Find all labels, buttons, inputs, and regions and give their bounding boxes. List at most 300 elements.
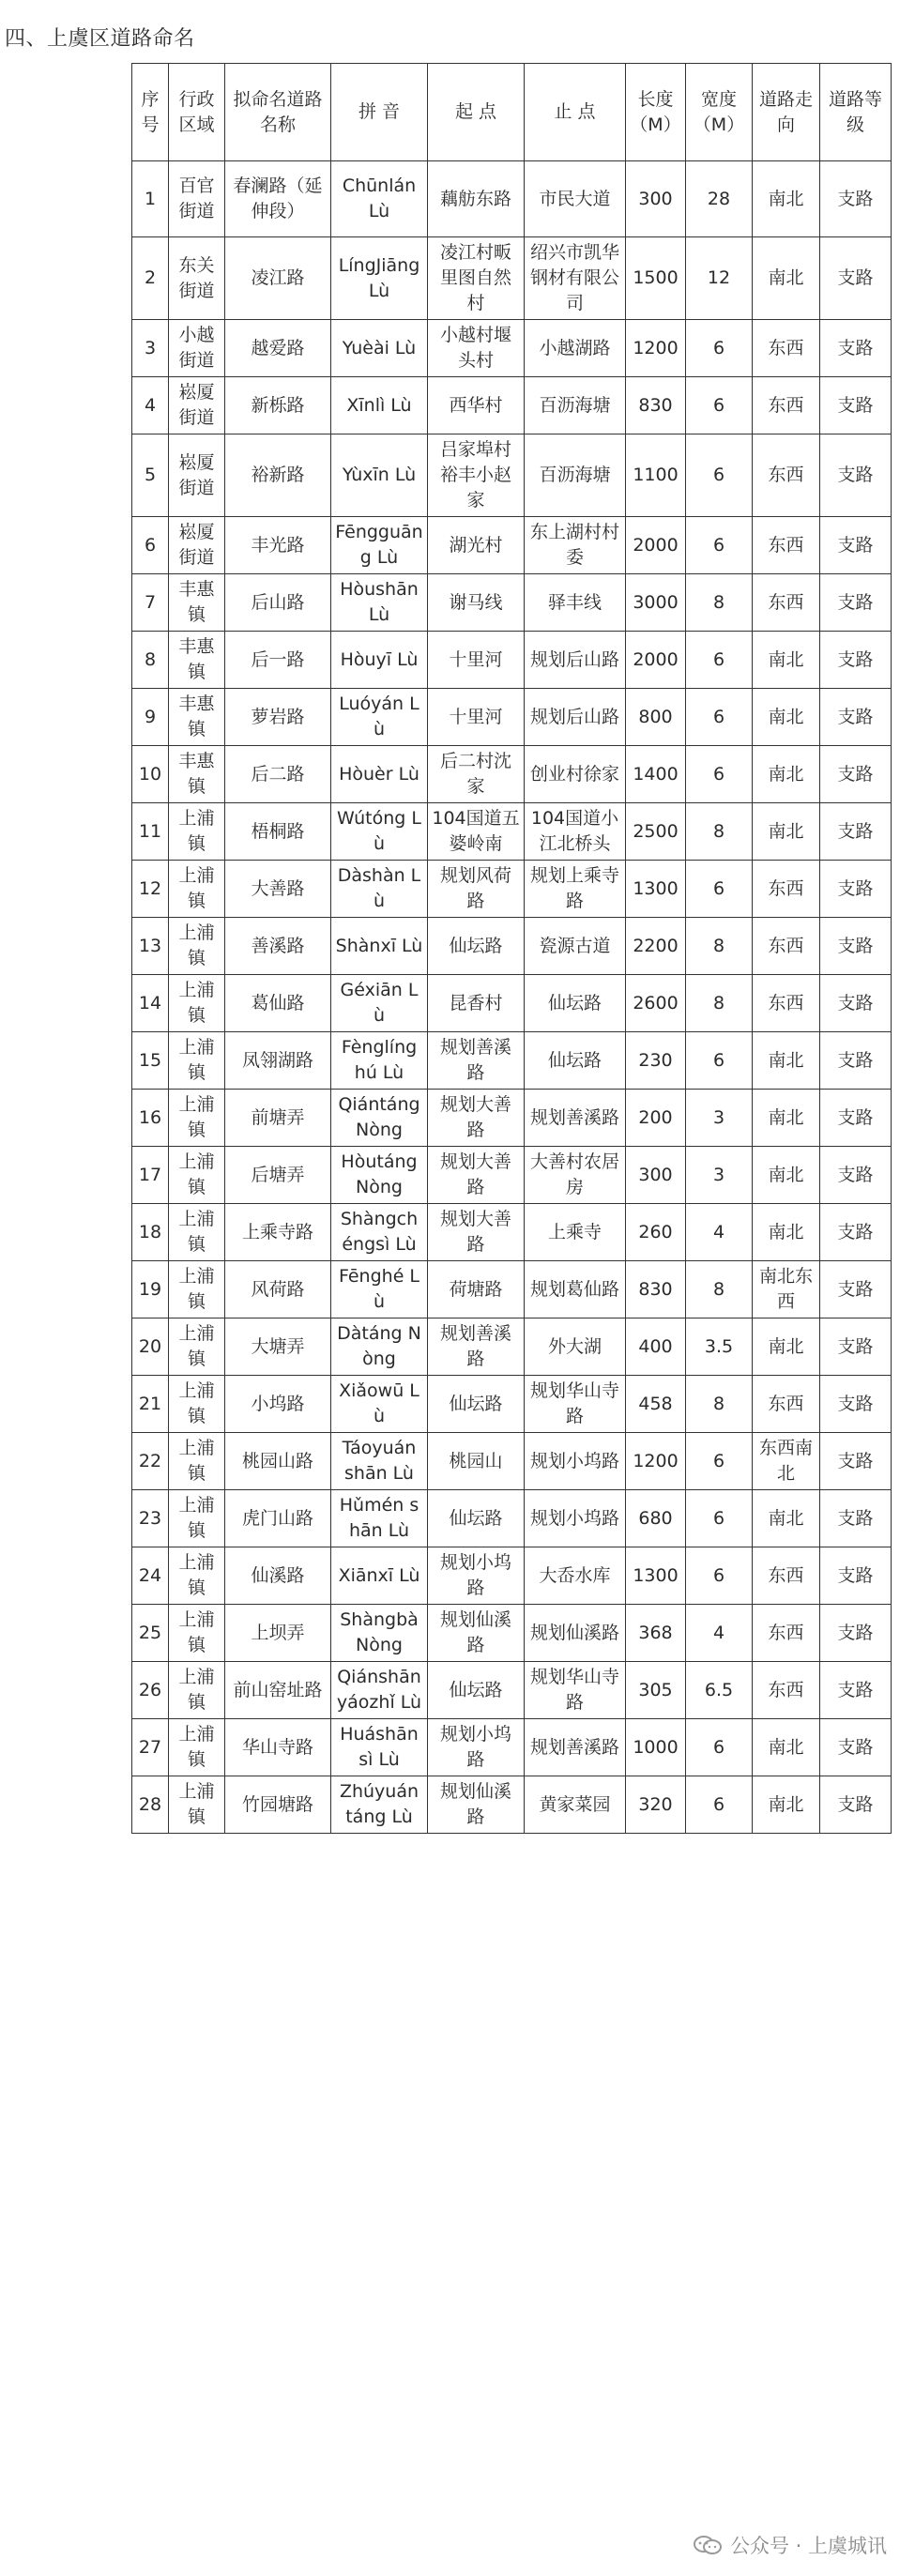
cell-start: 谢马线 [428,574,525,632]
cell-pinyin: Fènglíng hú Lù [331,1032,428,1090]
cell-start: 规划大善路 [428,1204,525,1261]
cell-index: 22 [132,1433,169,1490]
table-row [132,320,892,377]
cell-direction: 南北 [753,746,820,803]
cell-pinyin: Dàtáng Nòng [331,1318,428,1376]
table-header-row [132,64,892,161]
cell-district: 上浦镇 [169,1376,225,1433]
cell-index: 15 [132,1032,169,1090]
cell-start: 吕家埠村裕丰小赵家 [428,434,525,517]
cell-width: 6 [686,517,753,574]
cell-pinyin: Huáshān sì Lù [331,1719,428,1776]
cell-index: 13 [132,918,169,975]
cell-grade: 支路 [820,803,892,861]
cell-index: 7 [132,574,169,632]
cell-end: 大岙水库 [525,1547,626,1605]
cell-pinyin: Hòutáng Nòng [331,1147,428,1204]
cell-district: 崧厦街道 [169,434,225,517]
col-header-road-name: 拟命名道路名称 [225,64,331,161]
cell-width: 8 [686,1261,753,1318]
cell-road-name: 仙溪路 [225,1547,331,1605]
cell-index: 28 [132,1776,169,1834]
cell-length: 1300 [626,1547,686,1605]
road-naming-table [131,63,892,1834]
cell-pinyin: Xiǎowū Lù [331,1376,428,1433]
cell-end: 仙坛路 [525,1032,626,1090]
cell-pinyin: Dàshàn Lù [331,861,428,918]
cell-road-name: 新栎路 [225,377,331,434]
cell-district: 上浦镇 [169,1090,225,1147]
col-header-end: 止 点 [525,64,626,161]
cell-end: 规划华山寺路 [525,1662,626,1719]
cell-road-name: 后一路 [225,632,331,689]
cell-end: 黄家菜园 [525,1776,626,1834]
cell-district: 上浦镇 [169,918,225,975]
cell-index: 19 [132,1261,169,1318]
cell-length: 300 [626,1147,686,1204]
cell-pinyin: Táoyuán shān Lù [331,1433,428,1490]
cell-direction: 东西 [753,1547,820,1605]
cell-road-name: 华山寺路 [225,1719,331,1776]
cell-width: 8 [686,1376,753,1433]
cell-length: 2000 [626,517,686,574]
cell-district: 上浦镇 [169,861,225,918]
cell-direction: 南北 [753,1032,820,1090]
cell-length: 1300 [626,861,686,918]
cell-start: 十里河 [428,632,525,689]
cell-width: 8 [686,574,753,632]
cell-width: 28 [686,161,753,237]
cell-length: 680 [626,1490,686,1547]
cell-district: 上浦镇 [169,1490,225,1547]
cell-length: 300 [626,161,686,237]
cell-grade: 支路 [820,1490,892,1547]
cell-grade: 支路 [820,1318,892,1376]
cell-grade: 支路 [820,161,892,237]
cell-width: 6 [686,434,753,517]
cell-grade: 支路 [820,1776,892,1834]
cell-end: 规划善溪路 [525,1719,626,1776]
cell-district: 上浦镇 [169,1433,225,1490]
cell-direction: 南北 [753,803,820,861]
cell-district: 上浦镇 [169,1318,225,1376]
cell-direction: 东西 [753,1605,820,1662]
cell-width: 3.5 [686,1318,753,1376]
cell-direction: 东西 [753,574,820,632]
table-row [132,918,892,975]
cell-grade: 支路 [820,434,892,517]
cell-width: 6 [686,689,753,746]
cell-length: 305 [626,1662,686,1719]
table-row [132,975,892,1032]
cell-start: 规划大善路 [428,1147,525,1204]
cell-direction: 南北 [753,1204,820,1261]
cell-length: 260 [626,1204,686,1261]
cell-width: 6 [686,1433,753,1490]
cell-start: 规划仙溪路 [428,1605,525,1662]
cell-start: 仙坛路 [428,1490,525,1547]
cell-grade: 支路 [820,1605,892,1662]
cell-width: 6 [686,861,753,918]
table-row [132,1261,892,1318]
cell-end: 规划仙溪路 [525,1605,626,1662]
cell-district: 上浦镇 [169,1662,225,1719]
cell-length: 320 [626,1776,686,1834]
table-row [132,1776,892,1834]
cell-length: 1100 [626,434,686,517]
cell-index: 4 [132,377,169,434]
cell-length: 1500 [626,237,686,320]
cell-grade: 支路 [820,377,892,434]
cell-district: 丰惠镇 [169,746,225,803]
cell-pinyin: Fēngguāng Lù [331,517,428,574]
cell-pinyin: Zhúyuán táng Lù [331,1776,428,1834]
table-row [132,1490,892,1547]
cell-district: 上浦镇 [169,1719,225,1776]
cell-pinyin: Géxiān Lù [331,975,428,1032]
cell-width: 8 [686,918,753,975]
cell-grade: 支路 [820,975,892,1032]
cell-index: 18 [132,1204,169,1261]
cell-start: 规划小坞路 [428,1547,525,1605]
cell-grade: 支路 [820,1090,892,1147]
watermark [693,2531,887,2559]
cell-length: 400 [626,1318,686,1376]
col-header-index: 序号 [132,64,169,161]
cell-direction: 东西 [753,861,820,918]
cell-district: 上浦镇 [169,1605,225,1662]
cell-grade: 支路 [820,1032,892,1090]
cell-start: 规划风荷路 [428,861,525,918]
cell-grade: 支路 [820,1662,892,1719]
cell-start: 仙坛路 [428,1662,525,1719]
cell-index: 10 [132,746,169,803]
cell-direction: 东西 [753,517,820,574]
table-body [132,161,892,1834]
cell-direction: 东西 [753,1662,820,1719]
table-row [132,237,892,320]
cell-width: 3 [686,1090,753,1147]
cell-road-name: 大塘弄 [225,1318,331,1376]
cell-length: 2000 [626,632,686,689]
cell-index: 21 [132,1376,169,1433]
cell-index: 14 [132,975,169,1032]
cell-road-name: 小坞路 [225,1376,331,1433]
cell-start: 仙坛路 [428,1376,525,1433]
cell-road-name: 葛仙路 [225,975,331,1032]
cell-start: 仙坛路 [428,918,525,975]
cell-direction: 南北 [753,161,820,237]
cell-pinyin: LíngJiāng Lù [331,237,428,320]
cell-direction: 东西 [753,377,820,434]
watermark-text: 公众号 · 上虞城讯 [729,2535,887,2557]
cell-district: 丰惠镇 [169,574,225,632]
cell-direction: 南北 [753,689,820,746]
cell-index: 12 [132,861,169,918]
cell-length: 830 [626,1261,686,1318]
cell-end: 仙坛路 [525,975,626,1032]
cell-length: 2600 [626,975,686,1032]
cell-width: 6 [686,377,753,434]
cell-pinyin: Chūnlán Lù [331,161,428,237]
cell-index: 23 [132,1490,169,1547]
cell-start: 规划大善路 [428,1090,525,1147]
col-header-pinyin: 拼 音 [331,64,428,161]
table-row [132,803,892,861]
cell-direction: 东西南北 [753,1433,820,1490]
cell-district: 崧厦街道 [169,377,225,434]
cell-road-name: 虎门山路 [225,1490,331,1547]
table-row [132,1719,892,1776]
cell-district: 上浦镇 [169,1204,225,1261]
cell-district: 丰惠镇 [169,632,225,689]
table-row [132,632,892,689]
cell-width: 6 [686,1547,753,1605]
cell-pinyin: Hǔmén shān Lù [331,1490,428,1547]
cell-grade: 支路 [820,237,892,320]
cell-road-name: 善溪路 [225,918,331,975]
col-header-length: 长度（M） [626,64,686,161]
cell-direction: 南北 [753,1147,820,1204]
cell-length: 458 [626,1376,686,1433]
cell-road-name: 后二路 [225,746,331,803]
cell-length: 2500 [626,803,686,861]
cell-district: 上浦镇 [169,1032,225,1090]
cell-direction: 东西 [753,918,820,975]
cell-width: 6 [686,320,753,377]
cell-length: 230 [626,1032,686,1090]
cell-end: 外大湖 [525,1318,626,1376]
table-row [132,434,892,517]
cell-pinyin: Yuèài Lù [331,320,428,377]
table-row [132,161,892,237]
cell-end: 东上湖村村委 [525,517,626,574]
table-row [132,1662,892,1719]
col-header-start: 起 点 [428,64,525,161]
col-header-direction: 道路走向 [753,64,820,161]
cell-start: 规划善溪路 [428,1032,525,1090]
cell-grade: 支路 [820,746,892,803]
cell-grade: 支路 [820,1433,892,1490]
cell-length: 200 [626,1090,686,1147]
cell-end: 规划葛仙路 [525,1261,626,1318]
cell-end: 绍兴市凯华钢材有限公司 [525,237,626,320]
cell-direction: 南北 [753,1776,820,1834]
table-row [132,1547,892,1605]
cell-direction: 南北 [753,1490,820,1547]
cell-start: 104国道五婆岭南 [428,803,525,861]
table-row [132,1032,892,1090]
col-header-district: 行政区域 [169,64,225,161]
cell-road-name: 上坝弄 [225,1605,331,1662]
cell-district: 上浦镇 [169,1147,225,1204]
cell-road-name: 桃园山路 [225,1433,331,1490]
cell-pinyin: Hòushān Lù [331,574,428,632]
cell-grade: 支路 [820,1204,892,1261]
cell-start: 桃园山 [428,1433,525,1490]
cell-width: 8 [686,803,753,861]
cell-road-name: 后山路 [225,574,331,632]
cell-length: 1200 [626,1433,686,1490]
cell-width: 6 [686,632,753,689]
wechat-icon [693,2535,723,2555]
cell-district: 上浦镇 [169,803,225,861]
cell-start: 规划善溪路 [428,1318,525,1376]
cell-start: 小越村堰头村 [428,320,525,377]
cell-district: 崧厦街道 [169,517,225,574]
cell-road-name: 越爱路 [225,320,331,377]
cell-end: 瓷源古道 [525,918,626,975]
cell-road-name: 凌江路 [225,237,331,320]
table-row [132,861,892,918]
cell-direction: 南北 [753,237,820,320]
cell-grade: 支路 [820,861,892,918]
cell-index: 5 [132,434,169,517]
cell-width: 6 [686,746,753,803]
cell-district: 百官街道 [169,161,225,237]
cell-district: 东关街道 [169,237,225,320]
cell-district: 小越街道 [169,320,225,377]
cell-pinyin: Xīnlì Lù [331,377,428,434]
cell-index: 9 [132,689,169,746]
cell-pinyin: Hòuyī Lù [331,632,428,689]
cell-index: 11 [132,803,169,861]
cell-road-name: 后塘弄 [225,1147,331,1204]
cell-width: 4 [686,1605,753,1662]
cell-start: 凌江村畈里图自然村 [428,237,525,320]
cell-grade: 支路 [820,1376,892,1433]
table-row [132,574,892,632]
cell-start: 规划仙溪路 [428,1776,525,1834]
cell-index: 2 [132,237,169,320]
cell-direction: 南北 [753,632,820,689]
cell-direction: 东西 [753,1376,820,1433]
cell-width: 6.5 [686,1662,753,1719]
cell-length: 830 [626,377,686,434]
table-row [132,1376,892,1433]
cell-length: 3000 [626,574,686,632]
cell-district: 丰惠镇 [169,689,225,746]
cell-index: 6 [132,517,169,574]
cell-pinyin: Qiántáng Nòng [331,1090,428,1147]
cell-width: 6 [686,1490,753,1547]
cell-pinyin: Luóyán Lù [331,689,428,746]
cell-road-name: 萝岩路 [225,689,331,746]
cell-grade: 支路 [820,320,892,377]
table-row [132,1090,892,1147]
cell-grade: 支路 [820,632,892,689]
cell-pinyin: Wútóng Lù [331,803,428,861]
cell-direction: 南北 [753,1090,820,1147]
cell-direction: 南北 [753,1318,820,1376]
cell-district: 上浦镇 [169,975,225,1032]
cell-end: 规划后山路 [525,689,626,746]
cell-pinyin: Fēnghé Lù [331,1261,428,1318]
cell-start: 昆香村 [428,975,525,1032]
cell-start: 后二村沈家 [428,746,525,803]
cell-end: 规划善溪路 [525,1090,626,1147]
col-header-width: 宽度（M） [686,64,753,161]
cell-index: 26 [132,1662,169,1719]
cell-length: 368 [626,1605,686,1662]
cell-road-name: 竹园塘路 [225,1776,331,1834]
table-row [132,1204,892,1261]
cell-index: 24 [132,1547,169,1605]
cell-grade: 支路 [820,574,892,632]
cell-road-name: 凤翎湖路 [225,1032,331,1090]
cell-start: 藕舫东路 [428,161,525,237]
cell-direction: 南北 [753,1719,820,1776]
col-header-grade: 道路等级 [820,64,892,161]
table-row [132,689,892,746]
cell-end: 市民大道 [525,161,626,237]
cell-width: 6 [686,1776,753,1834]
cell-direction: 东西 [753,434,820,517]
table-row [132,517,892,574]
cell-end: 小越湖路 [525,320,626,377]
cell-grade: 支路 [820,1147,892,1204]
cell-grade: 支路 [820,1261,892,1318]
cell-length: 1200 [626,320,686,377]
table-row [132,746,892,803]
cell-road-name: 上乘寺路 [225,1204,331,1261]
cell-road-name: 春澜路（延伸段） [225,161,331,237]
table-row [132,1433,892,1490]
cell-road-name: 前山窑址路 [225,1662,331,1719]
cell-district: 上浦镇 [169,1776,225,1834]
cell-end: 驿丰线 [525,574,626,632]
cell-end: 104国道小江北桥头 [525,803,626,861]
cell-length: 1000 [626,1719,686,1776]
cell-length: 800 [626,689,686,746]
cell-direction: 南北东西 [753,1261,820,1318]
cell-pinyin: Hòuèr Lù [331,746,428,803]
cell-width: 3 [686,1147,753,1204]
cell-grade: 支路 [820,517,892,574]
cell-index: 8 [132,632,169,689]
cell-end: 规划上乘寺路 [525,861,626,918]
cell-road-name: 梧桐路 [225,803,331,861]
cell-index: 1 [132,161,169,237]
cell-road-name: 风荷路 [225,1261,331,1318]
cell-length: 2200 [626,918,686,975]
cell-pinyin: Shànxī Lù [331,918,428,975]
cell-end: 上乘寺 [525,1204,626,1261]
cell-width: 8 [686,975,753,1032]
table-row [132,377,892,434]
cell-pinyin: Yùxīn Lù [331,434,428,517]
cell-pinyin: Xiānxī Lù [331,1547,428,1605]
cell-pinyin: Shàngchéngsì Lù [331,1204,428,1261]
cell-width: 6 [686,1719,753,1776]
cell-end: 创业村徐家 [525,746,626,803]
cell-grade: 支路 [820,1719,892,1776]
cell-index: 20 [132,1318,169,1376]
cell-index: 16 [132,1090,169,1147]
cell-width: 12 [686,237,753,320]
cell-end: 规划小坞路 [525,1433,626,1490]
table-row [132,1147,892,1204]
page-title: 四、上虞区道路命名 [5,27,195,51]
cell-start: 规划小坞路 [428,1719,525,1776]
cell-start: 十里河 [428,689,525,746]
cell-road-name: 裕新路 [225,434,331,517]
table-row [132,1318,892,1376]
cell-index: 17 [132,1147,169,1204]
cell-end: 大善村农居房 [525,1147,626,1204]
cell-grade: 支路 [820,689,892,746]
cell-width: 4 [686,1204,753,1261]
